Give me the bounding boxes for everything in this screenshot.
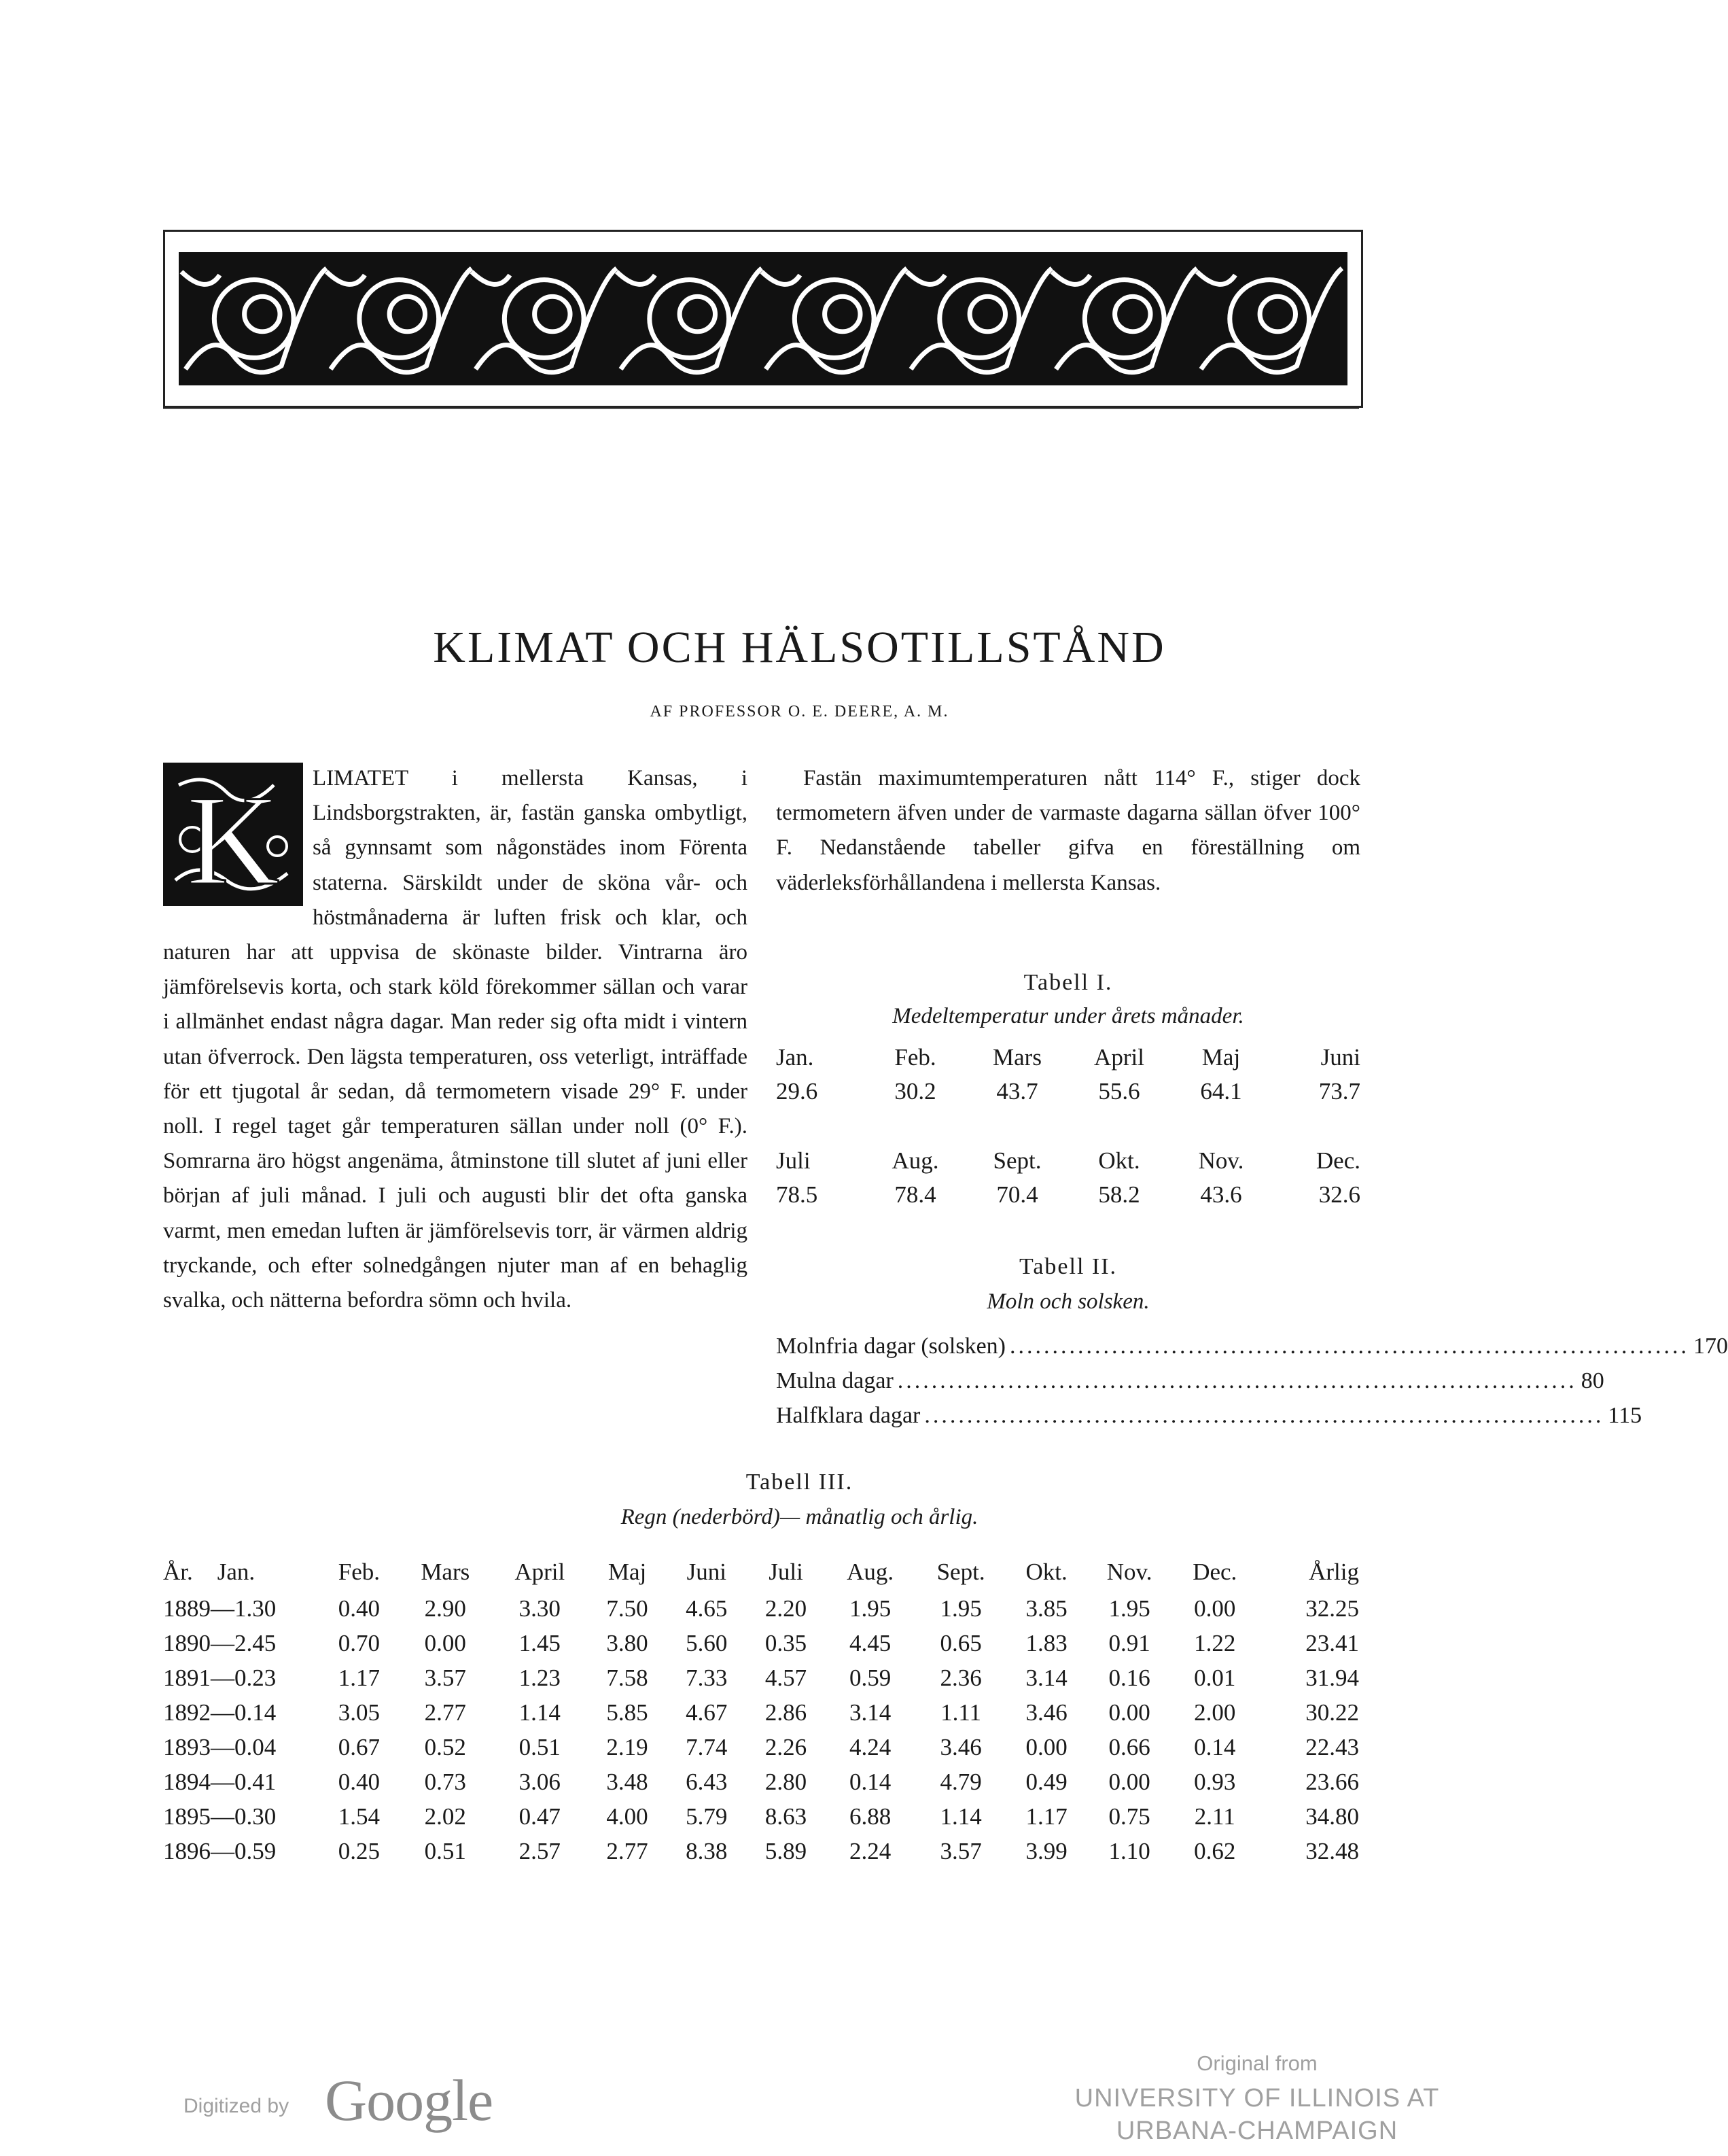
rainfall-value-cell: 23.66 (1305, 1768, 1359, 1795)
rainfall-value-cell: 4.00 (606, 1803, 648, 1830)
rainfall-value-cell: 4.45 (849, 1629, 892, 1656)
rainfall-value-cell: 32.25 (1305, 1595, 1359, 1622)
rainfall-value-cell: 0.65 (940, 1629, 982, 1656)
rainfall-header-cell: År. Jan. (163, 1559, 255, 1585)
rainfall-value-cell: 0.01 (1194, 1664, 1236, 1691)
table1-value-cell: 32.6 (1318, 1181, 1360, 1208)
table1-value-row (776, 1074, 1360, 1108)
table1-month-cell: April (1094, 1044, 1144, 1071)
rainfall-value-cell: 4.24 (849, 1733, 892, 1760)
rainfall-year-cell: 1894—0.41 (163, 1768, 277, 1795)
institution-line-1: UNIVERSITY OF ILLINOIS AT (1074, 2084, 1440, 2112)
rainfall-header-cell: Okt. (1025, 1559, 1068, 1585)
rainfall-value-cell: 1.22 (1194, 1629, 1236, 1656)
table2-row-value: 170 (1693, 1334, 1728, 1359)
rainfall-value-cell: 1.10 (1108, 1837, 1150, 1864)
rainfall-header-cell: Sept. (936, 1559, 985, 1585)
rainfall-value-cell: 1.54 (338, 1803, 380, 1830)
rainfall-value-cell: 23.41 (1305, 1629, 1359, 1656)
rainfall-value-cell: 3.14 (849, 1699, 892, 1726)
rainfall-value-cell: 3.85 (1025, 1595, 1068, 1622)
leader-dots: ................................................................................ (924, 1403, 1604, 1428)
rainfall-value-cell: 7.33 (686, 1664, 728, 1691)
rainfall-value-cell: 1.14 (940, 1803, 982, 1830)
rainfall-value-cell: 1.17 (1025, 1803, 1068, 1830)
table3-caption: Regn (nederbörd)— månatlig och årlig. (620, 1505, 978, 1529)
rainfall-value-cell: 7.74 (686, 1733, 728, 1760)
rainfall-value-cell: 1.83 (1025, 1629, 1068, 1656)
table2-caption: Moln och solsken. (987, 1289, 1150, 1314)
leader-dots: ................................................................................ (1010, 1334, 1690, 1359)
drop-cap-ornament (163, 763, 303, 912)
table1-value-cell: 64.1 (1200, 1078, 1242, 1105)
rainfall-table (163, 1553, 1359, 1868)
rainfall-value-cell: 3.48 (606, 1768, 648, 1795)
original-from-label: Original from (1197, 2051, 1318, 2075)
rainfall-value-cell: 34.80 (1305, 1803, 1359, 1830)
rainfall-header-cell: Feb. (338, 1559, 380, 1585)
rainfall-value-cell: 0.14 (849, 1768, 892, 1795)
right-intro-paragraph: Fastän maximumtemperaturen nått 114° F., stiger dock termometern äfven under de varmaste dagarna sällan öfver 100° F. Nedanstående tabeller gifva en föreställning om väderleksförhållandena i mellersta Kansas. (776, 766, 1360, 895)
table1-month-row (776, 1143, 1360, 1177)
rainfall-header-cell: Nov. (1106, 1559, 1152, 1585)
rainfall-value-cell: 4.79 (940, 1768, 982, 1795)
table1-value-cell: 43.7 (996, 1078, 1038, 1105)
table1-value-cell: 78.4 (894, 1181, 936, 1208)
table2-row-label: Mulna dagar (776, 1368, 894, 1393)
rainfall-value-cell: 8.38 (686, 1837, 728, 1864)
table-row (163, 1834, 1359, 1868)
rainfall-value-cell: 0.14 (1194, 1733, 1236, 1760)
rainfall-year-cell: 1893—0.04 (163, 1733, 277, 1760)
rainfall-value-cell: 31.94 (1305, 1664, 1359, 1691)
rainfall-value-cell: 2.20 (764, 1595, 807, 1622)
rainfall-value-cell: 7.58 (606, 1664, 648, 1691)
rainfall-value-cell: 30.22 (1305, 1699, 1359, 1726)
rainfall-year-cell: 1896—0.59 (163, 1837, 277, 1864)
rainfall-header-cell: Årlig (1309, 1559, 1359, 1585)
rainfall-header-cell: Dec. (1193, 1559, 1237, 1585)
rainfall-value-cell: 0.67 (338, 1733, 380, 1760)
rainfall-year-cell: 1891—0.23 (163, 1664, 277, 1691)
rainfall-value-cell: 4.57 (764, 1664, 807, 1691)
rainfall-value-cell: 3.57 (940, 1837, 982, 1864)
digitized-by-label: Digitized by (183, 2095, 289, 2117)
rainfall-year-cell: 1889—1.30 (163, 1595, 277, 1622)
drop-cap-letter: K (186, 769, 280, 912)
rainfall-value-cell: 1.45 (518, 1629, 561, 1656)
rainfall-table-header (163, 1553, 1359, 1591)
rainfall-value-cell: 2.00 (1194, 1699, 1236, 1726)
rainfall-header-cell: Mars (421, 1559, 470, 1585)
table2-row (776, 1363, 1604, 1398)
rainfall-value-cell: 6.43 (686, 1768, 728, 1795)
rainfall-value-cell: 3.06 (518, 1768, 561, 1795)
header-rule (163, 408, 1359, 409)
drop-cap-k-icon (165, 765, 301, 912)
rainfall-value-cell: 1.95 (849, 1595, 892, 1622)
rainfall-value-cell: 3.57 (424, 1664, 466, 1691)
rainfall-value-cell: 0.00 (1025, 1733, 1068, 1760)
rainfall-value-cell: 0.91 (1108, 1629, 1150, 1656)
table-row (163, 1695, 1359, 1730)
vine-ornament-icon (181, 255, 1345, 383)
table1-month-cell: Aug. (892, 1147, 939, 1174)
table-row (163, 1591, 1359, 1626)
rainfall-value-cell: 6.88 (849, 1803, 892, 1830)
table2-row-label: Molnfria dagar (solsken) (776, 1334, 1006, 1359)
table1-value-row (776, 1177, 1360, 1211)
table1-month-row (776, 1040, 1360, 1074)
rainfall-value-cell: 32.48 (1305, 1837, 1359, 1864)
first-word: LIMATET (313, 766, 408, 790)
rainfall-value-cell: 0.47 (518, 1803, 561, 1830)
table1-value-cell: 43.6 (1200, 1181, 1242, 1208)
rainfall-header-cell: Juli (769, 1559, 803, 1585)
rainfall-value-cell: 0.93 (1194, 1768, 1236, 1795)
rainfall-value-cell: 2.57 (518, 1837, 561, 1864)
table1-month-cell: Sept. (993, 1147, 1042, 1174)
rainfall-value-cell: 5.89 (764, 1837, 807, 1864)
rainfall-value-cell: 0.16 (1108, 1664, 1150, 1691)
table1-month-cell: Feb. (894, 1044, 936, 1071)
rainfall-value-cell: 7.50 (606, 1595, 648, 1622)
rainfall-year-cell: 1892—0.14 (163, 1699, 277, 1726)
rainfall-value-cell: 2.86 (764, 1699, 807, 1726)
table1-month-cell: Okt. (1098, 1147, 1140, 1174)
table1-value-cell: 58.2 (1098, 1181, 1140, 1208)
table2-row-value: 80 (1581, 1368, 1604, 1393)
article-byline: AF PROFESSOR O. E. DEERE, A. M. (650, 703, 949, 720)
rainfall-value-cell: 0.00 (1194, 1595, 1236, 1622)
table-row (163, 1661, 1359, 1695)
rainfall-header-cell: Juni (686, 1559, 726, 1585)
rainfall-value-cell: 4.67 (686, 1699, 728, 1726)
table1-caption: Medeltemperatur under årets månader. (892, 1004, 1244, 1028)
rainfall-value-cell: 1.95 (940, 1595, 982, 1622)
rainfall-value-cell: 2.11 (1194, 1803, 1235, 1830)
rainfall-value-cell: 0.62 (1194, 1837, 1236, 1864)
article-title: KLIMAT OCH HÄLSOTILLSTÅND (433, 623, 1166, 672)
rainfall-value-cell: 3.99 (1025, 1837, 1068, 1864)
table1-value-cell: 55.6 (1098, 1078, 1140, 1105)
rainfall-value-cell: 2.77 (606, 1837, 648, 1864)
rainfall-value-cell: 0.75 (1108, 1803, 1150, 1830)
ornamental-vine-band (179, 252, 1347, 385)
table1-grid (776, 1040, 1360, 1211)
rainfall-value-cell: 2.80 (764, 1768, 807, 1795)
rainfall-value-cell: 1.95 (1108, 1595, 1150, 1622)
table2-row (776, 1398, 1642, 1433)
rainfall-value-cell: 0.70 (338, 1629, 380, 1656)
rainfall-value-cell: 1.11 (940, 1699, 982, 1726)
table1-month-cell: Nov. (1198, 1147, 1244, 1174)
left-column (163, 761, 747, 1318)
paragraph-text: i mellersta Kansas, i Lindsborgstrakten, är, fastän ganska ombytligt, så gynnsamt som någonstädes inom Förenta staterna. Särskildt under de sköna vår- och höstmånaderna är luften frisk och klar, och naturen har att uppvisa de skönaste bilder. Vintrarna äro jämförelsevis korta, och stark köld förekommer sällan och varar i allmänhet endast några dagar. Man reder sig ofta midt i vintern utan öfverrock. Den lägsta temperaturen, oss veterligt, inträffade för ett tjugotal år sedan, då termometern visade 29° F. under noll. I regel taget går temperaturen sällan under noll (0° F.). Somrarna äro högst angenäma, åtminstone till slutet af juni eller början af juli månad. I juli och augusti blir det ofta ganska varmt, men emedan luften är jämförelsevis torr, är värmen aldrig tryckande, och efter solnedgången njuter man af en behaglig svalka, och nätterna befordra sömn och hvila. (163, 766, 747, 1313)
table1-month-cell: Dec. (1316, 1147, 1360, 1174)
table-row (163, 1626, 1359, 1661)
rainfall-value-cell: 3.80 (606, 1629, 648, 1656)
rainfall-value-cell: 0.00 (1108, 1768, 1150, 1795)
rainfall-value-cell: 0.35 (764, 1629, 807, 1656)
table2-row-value: 115 (1608, 1403, 1642, 1428)
table1-value-cell: 73.7 (1318, 1078, 1360, 1105)
rainfall-header-cell: April (514, 1559, 565, 1585)
table1-label: Tabell I. (1023, 970, 1113, 995)
rainfall-value-cell: 0.40 (338, 1768, 380, 1795)
table2-row (776, 1329, 1728, 1363)
rainfall-value-cell: 0.40 (338, 1595, 380, 1622)
table-row (163, 1799, 1359, 1834)
table1-month-cell: Juli (776, 1147, 811, 1174)
rainfall-value-cell: 0.00 (1108, 1699, 1150, 1726)
table1-value-cell: 70.4 (996, 1181, 1038, 1208)
table-row (163, 1764, 1359, 1799)
table2-list (776, 1329, 1728, 1433)
institution-line-2: URBANA-CHAMPAIGN (1116, 2117, 1398, 2145)
rainfall-value-cell: 3.46 (1025, 1699, 1068, 1726)
rainfall-value-cell: 8.63 (764, 1803, 807, 1830)
rainfall-header-cell: Aug. (847, 1559, 894, 1585)
rainfall-header-cell: Maj (607, 1559, 647, 1585)
table1-value-cell: 78.5 (776, 1181, 818, 1208)
table2-label: Tabell II. (1019, 1254, 1118, 1279)
rainfall-value-cell: 2.24 (849, 1837, 892, 1864)
rainfall-year-cell: 1890—2.45 (163, 1629, 277, 1656)
rainfall-value-cell: 22.43 (1305, 1733, 1359, 1760)
rainfall-value-cell: 0.52 (424, 1733, 466, 1760)
rainfall-value-cell: 1.14 (518, 1699, 561, 1726)
table1-month-cell: Juni (1320, 1044, 1360, 1071)
table1-value-cell: 29.6 (776, 1078, 818, 1105)
table1-month-cell: Jan. (776, 1044, 814, 1071)
table1-month-cell: Mars (993, 1044, 1042, 1071)
rainfall-value-cell: 3.14 (1025, 1664, 1068, 1691)
rainfall-value-cell: 3.05 (338, 1699, 380, 1726)
table3-label: Tabell III. (745, 1470, 853, 1495)
rainfall-value-cell: 4.65 (686, 1595, 728, 1622)
rainfall-value-cell: 2.19 (606, 1733, 648, 1760)
rainfall-value-cell: 3.30 (518, 1595, 561, 1622)
rainfall-value-cell: 2.26 (764, 1733, 807, 1760)
rainfall-value-cell: 0.00 (424, 1629, 466, 1656)
rainfall-value-cell: 0.25 (338, 1837, 380, 1864)
rainfall-value-cell: 0.59 (849, 1664, 892, 1691)
rainfall-value-cell: 2.90 (424, 1595, 466, 1622)
rainfall-year-cell: 1895—0.30 (163, 1803, 277, 1830)
table-row (163, 1730, 1359, 1764)
rainfall-value-cell: 0.51 (424, 1837, 466, 1864)
rainfall-value-cell: 2.36 (940, 1664, 982, 1691)
rainfall-value-cell: 0.49 (1025, 1768, 1068, 1795)
table2-row-label: Halfklara dagar (776, 1403, 921, 1428)
right-column (776, 761, 1728, 1428)
rainfall-value-cell: 1.23 (518, 1664, 561, 1691)
rainfall-value-cell: 1.17 (338, 1664, 380, 1691)
ornamental-header-frame (163, 230, 1363, 408)
rainfall-value-cell: 0.73 (424, 1768, 466, 1795)
rainfall-value-cell: 5.60 (686, 1629, 728, 1656)
rainfall-value-cell: 2.02 (424, 1803, 466, 1830)
rainfall-value-cell: 0.66 (1108, 1733, 1150, 1760)
google-logo: Google (325, 2068, 493, 2133)
rainfall-value-cell: 3.46 (940, 1733, 982, 1760)
rainfall-value-cell: 5.85 (606, 1699, 648, 1726)
rainfall-value-cell: 0.51 (518, 1733, 561, 1760)
rainfall-value-cell: 5.79 (686, 1803, 728, 1830)
table1-value-cell: 30.2 (894, 1078, 936, 1105)
leader-dots: ................................................................................ (897, 1368, 1577, 1393)
table1-month-cell: Maj (1201, 1044, 1241, 1071)
rainfall-value-cell: 2.77 (424, 1699, 466, 1726)
